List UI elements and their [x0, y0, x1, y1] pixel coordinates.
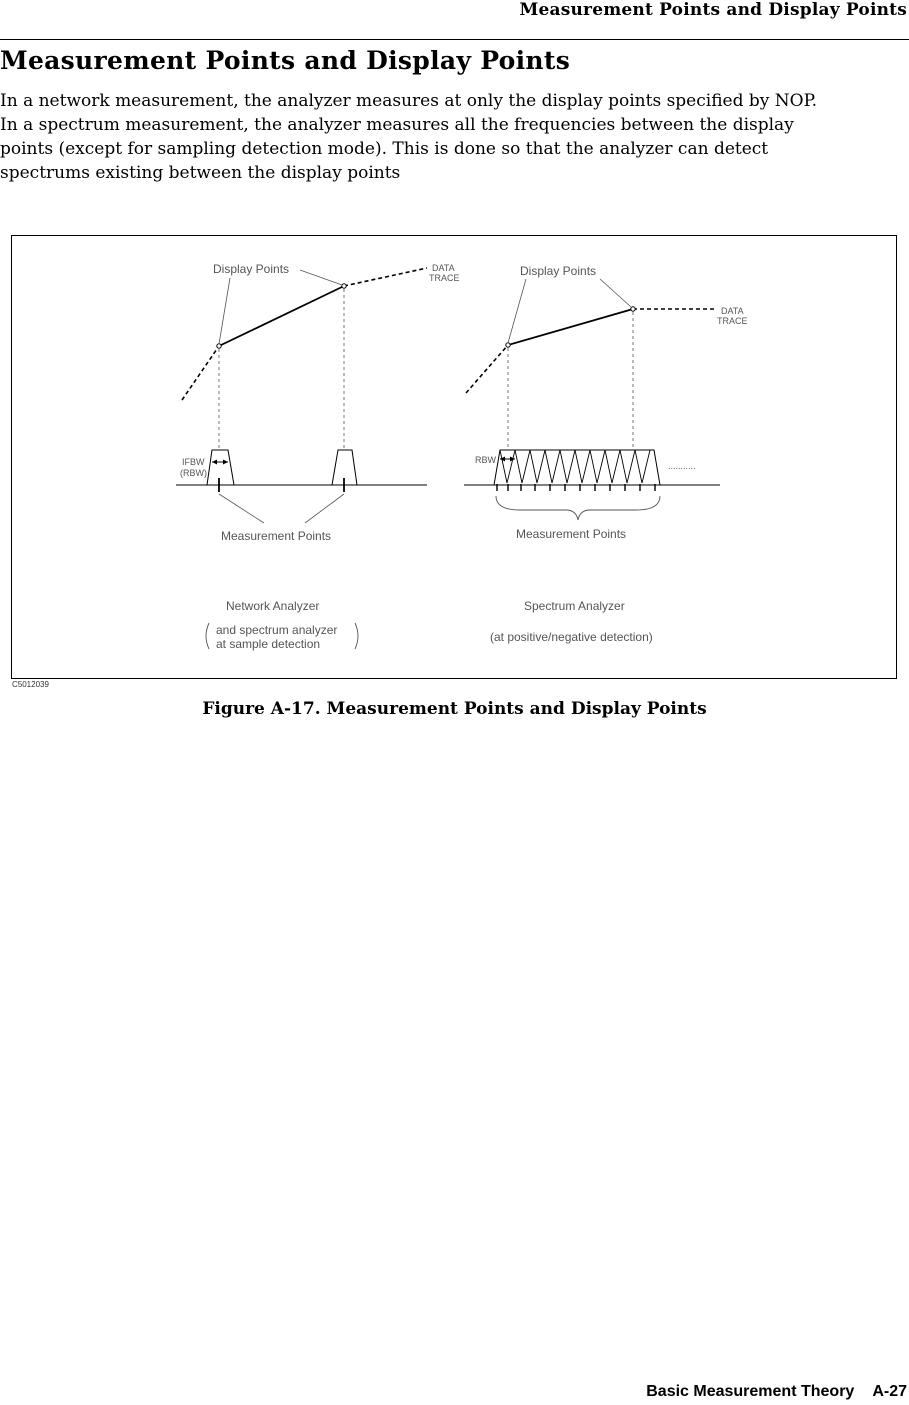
figure-caption: Figure A-17. Measurement Points and Display Points: [202, 699, 707, 719]
trace-dashed-segment: [182, 346, 219, 400]
display-point-marker: [217, 344, 221, 348]
ifbw-label: IFBW: [182, 457, 205, 467]
trace-dashed-segment: [466, 345, 508, 393]
display-point-marker: [506, 343, 510, 347]
data-trace-label: DATA: [432, 263, 455, 273]
measurement-points-label: Measurement Points: [516, 527, 627, 541]
arrow-head: [223, 460, 228, 465]
leader-line: [219, 278, 230, 344]
trace-solid-segment: [508, 309, 633, 345]
bracket: [355, 623, 358, 649]
section-title: Measurement Points and Display Points: [0, 46, 571, 75]
display-point-marker: [631, 307, 635, 311]
continuation-dots: ...........: [668, 461, 696, 471]
swept-filters: [500, 450, 650, 483]
arrow-head: [212, 460, 217, 465]
body-line: In a spectrum measurement, the analyzer measures all the frequencies between the display: [0, 115, 794, 135]
display-point-marker: [342, 284, 346, 288]
rbw-label: (RBW): [180, 468, 207, 478]
spectrum-analyzer-label: Spectrum Analyzer: [524, 599, 625, 613]
chapter-title: Basic Measurement Theory: [646, 1383, 855, 1400]
curly-brace: [496, 496, 660, 520]
trace-solid-segment: [219, 286, 344, 346]
measurement-points-diagram: [0, 0, 909, 700]
data-trace-label: TRACE: [717, 316, 748, 326]
network-analyzer-label: Network Analyzer: [226, 599, 320, 613]
network-note-line: at sample detection: [216, 637, 321, 651]
page-number: A-27: [872, 1383, 907, 1400]
leader-line: [600, 279, 631, 307]
page-footer: [646, 1383, 907, 1401]
leader-line: [219, 494, 264, 523]
data-trace-label: TRACE: [429, 273, 460, 283]
leader-line: [300, 270, 342, 285]
rbw-label: RBW: [475, 455, 496, 465]
leader-line: [508, 279, 526, 343]
spectrum-analyzer-panel: [464, 279, 720, 520]
spectrum-note: (at positive/negative detection): [490, 630, 653, 644]
body-line: points (except for sampling detection mode). This is done so that the analyzer can detect: [0, 139, 769, 159]
measurement-points-label: Measurement Points: [221, 529, 332, 543]
network-analyzer-panel: [176, 268, 427, 649]
display-points-label: Display Points: [213, 262, 290, 276]
bracket: [206, 623, 209, 649]
leader-line: [305, 494, 344, 523]
network-note-line: and spectrum analyzer: [216, 623, 338, 637]
network-analyzer-labels: [180, 262, 460, 651]
display-points-label: Display Points: [520, 264, 597, 278]
trace-dashed-segment: [344, 268, 427, 286]
body-line: In a network measurement, the analyzer measures at only the display points specified by NOP.: [0, 91, 817, 111]
running-head: Measurement Points and Display Points: [519, 0, 907, 20]
figure-id: C5012039: [12, 680, 49, 689]
filter-shape: [207, 450, 234, 485]
data-trace-label: DATA: [721, 306, 744, 316]
body-line: spectrums existing between the display points: [0, 163, 401, 183]
